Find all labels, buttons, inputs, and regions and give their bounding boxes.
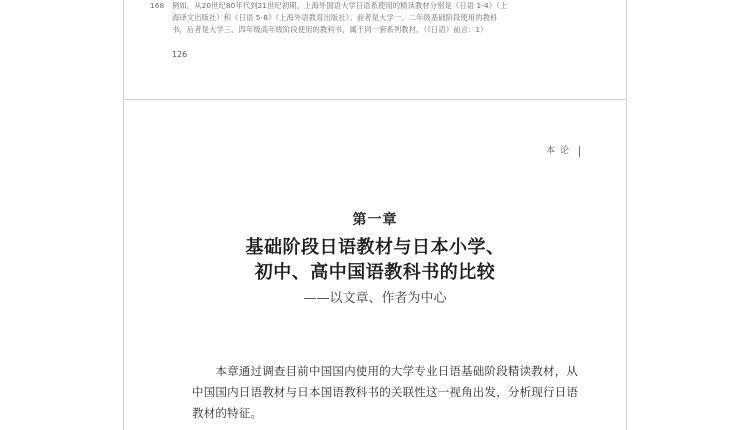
current-page [123, 101, 627, 430]
body-line: 中国国内日语教材与日本国语教科书的关联性这一视角出发，分析现行日语 [192, 385, 579, 399]
footnote-line: 海译文出版社）和《日语 5-8》（上海外语教育出版社）。前者是大学一、二年级基础阶段使用的教科 [172, 13, 498, 22]
previous-page [123, 0, 627, 100]
body-line: 本章通过调查目前中国国内使用的大学专业日语基础阶段精读教材，从 [192, 364, 579, 378]
chapter-title-line: 基础阶段日语教材与日本小学、 [245, 237, 505, 258]
chapter-title [124, 235, 626, 285]
chapter-label: 第一章 [352, 212, 398, 228]
body-line: 教材的特征。 [192, 406, 263, 420]
page-number: 126 [172, 50, 188, 59]
chapter-subtitle: ——以文章、作者为中心 [303, 291, 447, 306]
chapter-title-line: 初中、高中国语教科书的比较 [254, 262, 496, 283]
body-paragraph [192, 361, 579, 424]
running-head: 本论 [546, 146, 580, 157]
footnote-line: 书，后者是大学三、四年级高年级阶段使用的教科书，属于同一套系列教材。（《日语》前言：1） [172, 25, 488, 34]
footnote-line: 例如，从20世纪80年代到21世纪初期，上海外国语大学日语系使用的精读教材分别是《日语 1-4》（上 [172, 1, 508, 10]
footnote-number: 168 [150, 1, 165, 10]
footnote [150, 0, 522, 36]
